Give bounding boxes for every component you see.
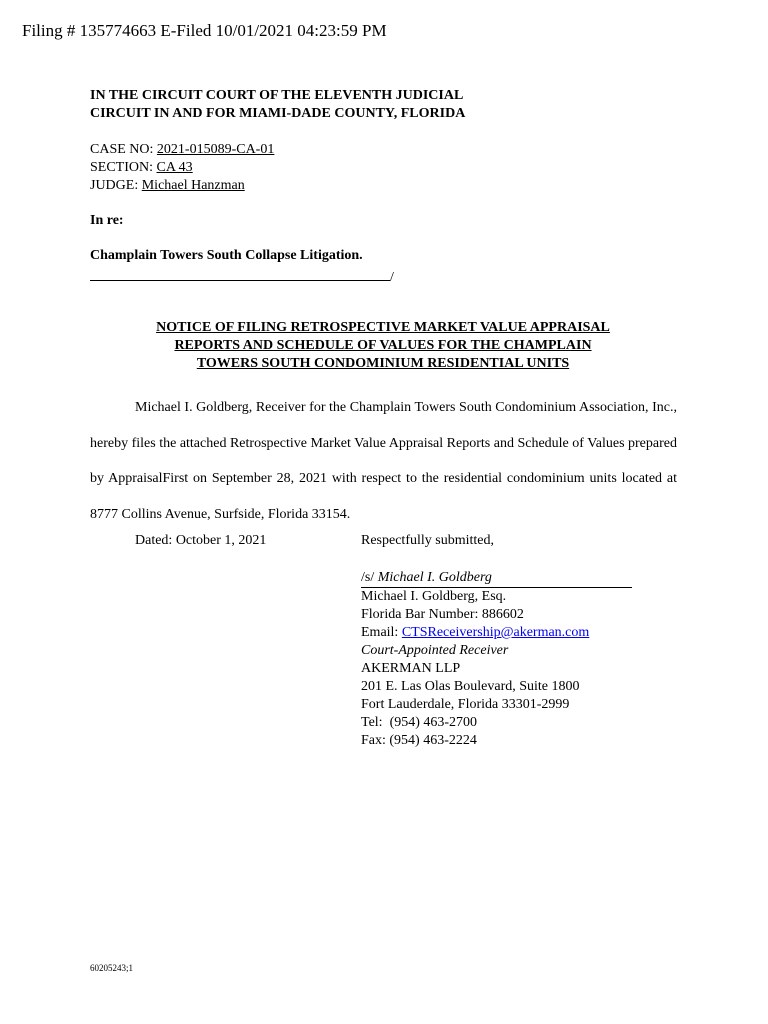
section-label: SECTION:	[90, 160, 157, 175]
firm-name: AKERMAN LLP	[361, 661, 461, 676]
court-heading	[90, 87, 465, 123]
bar-number: Florida Bar Number: 886602	[361, 607, 524, 622]
caption-underline	[90, 266, 390, 281]
address-line-2: Fort Lauderdale, Florida 33301-2999	[361, 697, 570, 712]
title-line-3: TOWERS SOUTH CONDOMINIUM RESIDENTIAL UNITS	[196, 356, 570, 371]
respectfully-submitted: Respectfully submitted,	[361, 533, 494, 548]
filing-header: Filing # 135774663 E-Filed 10/01/2021 04:23:59 PM	[22, 21, 387, 40]
signature-block	[361, 569, 632, 750]
signature-name: Michael I. Goldberg	[377, 570, 492, 585]
court-line-2: CIRCUIT IN AND FOR MIAMI-DADE COUNTY, FLORIDA	[90, 106, 466, 121]
body-paragraph: Michael I. Goldberg, Receiver for the Champlain Towers South Condominium Association, Inc., hereby files the attached Retrospective Market Value Appraisal Reports and Schedule of Values prepared by AppraisalFirst on September 28, 2021 with respect to the residential condominium units located at 8777 Collins Avenue, Surfside, Florida 33154.	[90, 400, 677, 522]
court-line-1: IN THE CIRCUIT COURT OF THE ELEVENTH JUDICIAL	[90, 88, 464, 103]
email-label: Email:	[361, 625, 402, 640]
judge-row	[90, 177, 274, 195]
in-re-label: In re:	[90, 213, 124, 228]
case-info	[90, 141, 274, 195]
section-row	[90, 159, 274, 177]
caption-rule	[90, 266, 394, 286]
section-value: CA 43	[156, 160, 193, 175]
judge-label: JUDGE:	[90, 178, 142, 193]
receiver-role: Court-Appointed Receiver	[361, 643, 509, 658]
notice-title	[90, 319, 676, 373]
signature-line	[361, 569, 632, 588]
signature-prefix: /s/	[361, 570, 378, 585]
judge-name: Michael Hanzman	[141, 178, 245, 193]
fax: Fax: (954) 463-2224	[361, 733, 477, 748]
case-number-label: CASE NO:	[90, 142, 157, 157]
title-line-2: REPORTS AND SCHEDULE OF VALUES FOR THE CHAMPLAIN	[174, 338, 592, 353]
dated-line: Dated: October 1, 2021	[135, 533, 267, 548]
document-code: 60205243;1	[90, 963, 134, 973]
case-number-row	[90, 141, 274, 159]
case-number: 2021-015089-CA-01	[156, 142, 275, 157]
caption-rule-slash: /	[390, 270, 394, 285]
email-link[interactable]: CTSReceivership@akerman.com	[401, 625, 590, 640]
attorney-name: Michael I. Goldberg, Esq.	[361, 589, 507, 604]
title-line-1: NOTICE OF FILING RETROSPECTIVE MARKET VALUE APPRAISAL	[156, 320, 610, 335]
email-row	[361, 624, 632, 642]
case-caption: Champlain Towers South Collapse Litigation.	[90, 248, 363, 263]
telephone: Tel: (954) 463-2700	[361, 715, 478, 730]
notice-body	[90, 390, 677, 532]
address-line-1: 201 E. Las Olas Boulevard, Suite 1800	[361, 679, 580, 694]
